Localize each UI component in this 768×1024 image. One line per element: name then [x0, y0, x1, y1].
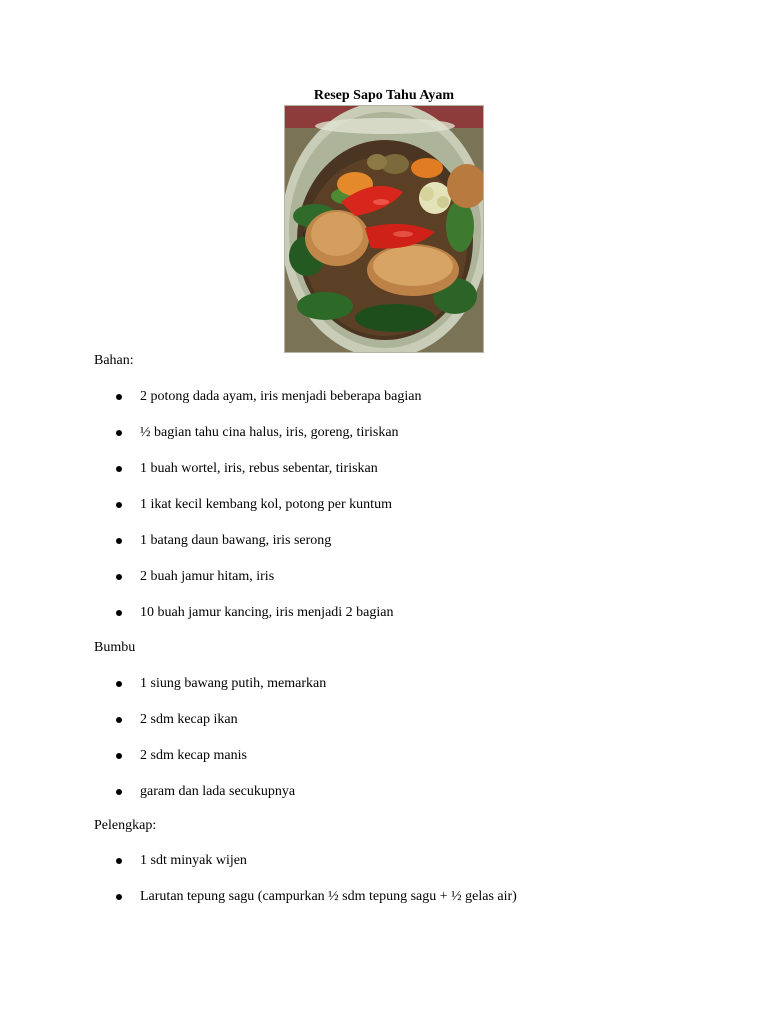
bullet-icon [116, 430, 122, 436]
bullet-icon [116, 538, 122, 544]
bullet-icon [116, 466, 122, 472]
section-label-bumbu: Bumbu [94, 640, 136, 655]
bullet-icon [116, 681, 122, 687]
bullet-icon [116, 753, 122, 759]
dish-photo [284, 105, 484, 353]
recipe-title: Resep Sapo Tahu Ayam [313, 88, 455, 103]
bullet-icon [116, 717, 122, 723]
bullet-icon [116, 789, 122, 795]
section-label-pelengkap: Pelengkap: [94, 818, 157, 833]
bullet-icon [116, 610, 122, 616]
bullet-icon [116, 894, 122, 900]
section-label-bahan: Bahan: [94, 353, 134, 368]
bullet-icon [116, 574, 122, 580]
document-page: Resep Sapo Tahu Ayam Bahan: 2 potong dada ayam, iris menjadi beberapa bagian ½ bagian tahu cina halus, iris, goreng, tiriskan 1 buah wortel, iris, rebus sebentar, tiriskan 1 ikat kecil kembang kol, potong per kuntum 1 batang daun bawang, iris serong 2 buah jamur hitam, iris 10 buah jamur kancing, iris menjadi 2 bagian Bumbu 1 siung bawang putih, memarkan 2 sdm kecap ikan 2 sdm kecap manis garam dan lada secukupnya Pelengkap: 1 sdt minyak wijen Larutan tepung sagu (campurkan ½ sdm tepung sagu + ½ gelas air) [0, 0, 768, 1024]
bullet-icon [116, 502, 122, 508]
bullet-icon [116, 394, 122, 400]
bullet-icon [116, 858, 122, 864]
